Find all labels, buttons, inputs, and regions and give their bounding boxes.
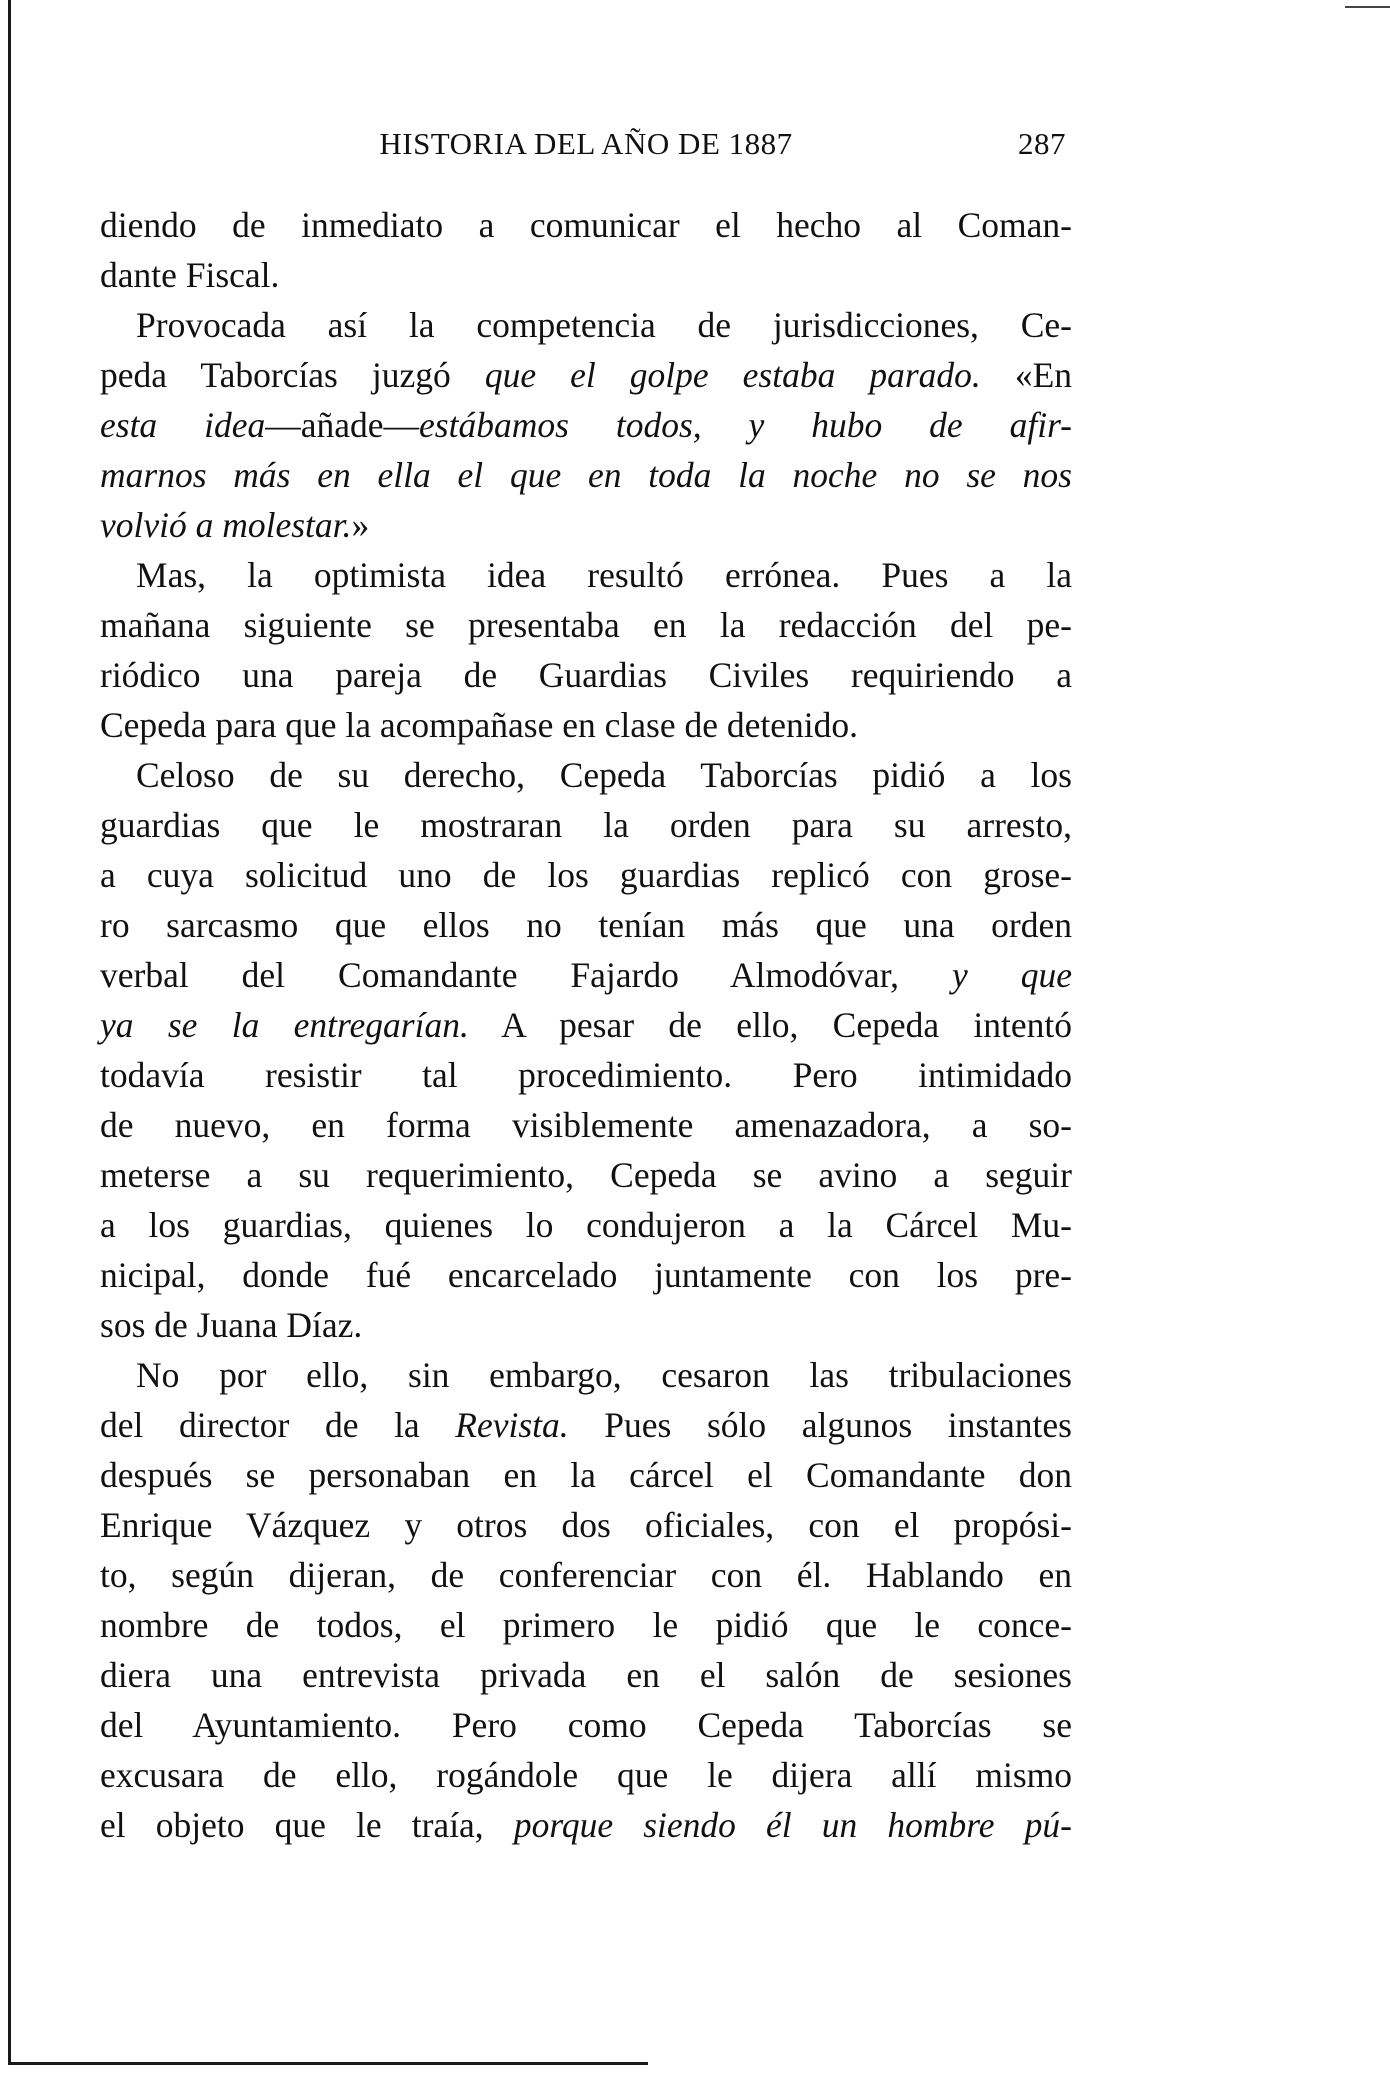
text-line <box>100 1350 1072 1400</box>
text-run: dante Fiscal. <box>100 255 280 295</box>
text-run: —añade— <box>265 405 420 445</box>
text-run: Celoso de su derecho, Cepeda Taborcías pidió a los <box>136 755 1072 795</box>
text-run: A pesar de ello, Cepeda intentó <box>468 1005 1073 1045</box>
text-line <box>100 450 1072 500</box>
text-run: de nuevo, en forma visiblemente amenazadora, a so- <box>100 1105 1072 1145</box>
text-run: riódico una pareja de Guardias Civiles requiriendo a <box>100 655 1072 695</box>
text-run: a cuya solicitud uno de los guardias replicó con grose- <box>100 855 1072 895</box>
text-line <box>100 650 1072 700</box>
text-run: todavía resistir tal procedimiento. Pero intimidado <box>100 1055 1072 1095</box>
text-run: peda Taborcías juzgó <box>100 355 485 395</box>
text-line <box>100 500 1072 550</box>
book-page <box>100 118 1072 1850</box>
text-line <box>100 750 1072 800</box>
text-line <box>100 850 1072 900</box>
page-number: 287 <box>1018 126 1066 161</box>
text-run: Mas, la optimista idea resultó errónea. Pues a la <box>136 555 1072 595</box>
text-run: No por ello, sin embargo, cesaron las tribulaciones <box>136 1355 1072 1395</box>
italic-run: marnos más en ella el que en toda la noche no se nos <box>100 455 1072 495</box>
text-line <box>100 550 1072 600</box>
text-line <box>100 1400 1072 1450</box>
text-run: Enrique Vázquez y otros dos oficiales, con el propósi- <box>100 1505 1072 1545</box>
text-line <box>100 1550 1072 1600</box>
text-run: excusara de ello, rogándole que le dijera allí mismo <box>100 1755 1072 1795</box>
text-run: diendo de inmediato a comunicar el hecho al Coman- <box>100 205 1072 245</box>
text-run: guardias que le mostraran la orden para su arresto, <box>100 805 1072 845</box>
text-line <box>100 1150 1072 1200</box>
running-head <box>100 118 1072 178</box>
paragraph <box>100 200 1072 300</box>
text-line <box>100 1200 1072 1250</box>
text-line <box>100 900 1072 950</box>
text-run: nombre de todos, el primero le pidió que le conce- <box>100 1605 1072 1645</box>
paragraph <box>100 300 1072 550</box>
text-run: después se personaban en la cárcel el Comandante don <box>100 1455 1072 1495</box>
text-run: «En <box>980 355 1073 395</box>
text-run: » <box>351 505 370 545</box>
text-run: to, según dijeran, de conferenciar con él. Hablando en <box>100 1555 1072 1595</box>
paragraph <box>100 1350 1072 1850</box>
text-line <box>100 700 1072 750</box>
scan-border-bottom <box>8 2062 648 2065</box>
text-run: del Ayuntamiento. Pero como Cepeda Taborcías se <box>100 1705 1072 1745</box>
scan-border-top <box>1345 6 1390 8</box>
text-line <box>100 400 1072 450</box>
running-title: HISTORIA DEL AÑO DE 1887 <box>379 126 793 161</box>
text-run: diera una entrevista privada en el salón de sesiones <box>100 1655 1072 1695</box>
text-line <box>100 250 1072 300</box>
text-line <box>100 1250 1072 1300</box>
text-line <box>100 1750 1072 1800</box>
text-line <box>100 300 1072 350</box>
text-run: meterse a su requerimiento, Cepeda se avino a seguir <box>100 1155 1072 1195</box>
text-line <box>100 1450 1072 1500</box>
text-run: verbal del Comandante Fajardo Almodóvar, <box>100 955 953 995</box>
italic-run: volvió a molestar. <box>100 505 352 545</box>
text-line <box>100 1100 1072 1150</box>
italic-run: ya se la entregarían. <box>100 1005 469 1045</box>
text-line <box>100 1800 1072 1850</box>
text-line <box>100 1500 1072 1550</box>
text-run: Cepeda para que la acompañase en clase de detenido. <box>100 705 858 745</box>
body-text <box>100 200 1072 1850</box>
text-run: sos de Juana Díaz. <box>100 1305 363 1345</box>
text-run: a los guardias, quienes lo condujeron a la Cárcel Mu- <box>100 1205 1072 1245</box>
text-run: mañana siguiente se presentaba en la redacción del pe- <box>100 605 1072 645</box>
text-line <box>100 1300 1072 1350</box>
text-line <box>100 350 1072 400</box>
text-line <box>100 1050 1072 1100</box>
paragraph <box>100 550 1072 750</box>
italic-run: esta idea <box>100 405 266 445</box>
italic-run: y que <box>952 955 1073 995</box>
text-run: ro sarcasmo que ellos no tenían más que una orden <box>100 905 1072 945</box>
italic-run: porque siendo él un hombre pú- <box>513 1805 1072 1845</box>
text-run: nicipal, donde fué encarcelado juntamente con los pre- <box>100 1255 1072 1295</box>
text-line <box>100 950 1072 1000</box>
text-line <box>100 1000 1072 1050</box>
text-line <box>100 600 1072 650</box>
text-line <box>100 1600 1072 1650</box>
italic-run: estábamos todos, y hubo de afir- <box>419 405 1072 445</box>
text-run: del director de la <box>100 1405 456 1445</box>
scan-border-left <box>8 0 11 2064</box>
text-line <box>100 200 1072 250</box>
italic-run: Revista. <box>455 1405 569 1445</box>
text-run: Provocada así la competencia de jurisdicciones, Ce- <box>136 305 1072 345</box>
italic-run: que el golpe estaba parado. <box>484 355 981 395</box>
text-line <box>100 1650 1072 1700</box>
paragraph <box>100 750 1072 1350</box>
text-line <box>100 1700 1072 1750</box>
text-run: Pues sólo algunos instantes <box>568 1405 1072 1445</box>
text-line <box>100 800 1072 850</box>
text-run: el objeto que le traía, <box>100 1805 514 1845</box>
